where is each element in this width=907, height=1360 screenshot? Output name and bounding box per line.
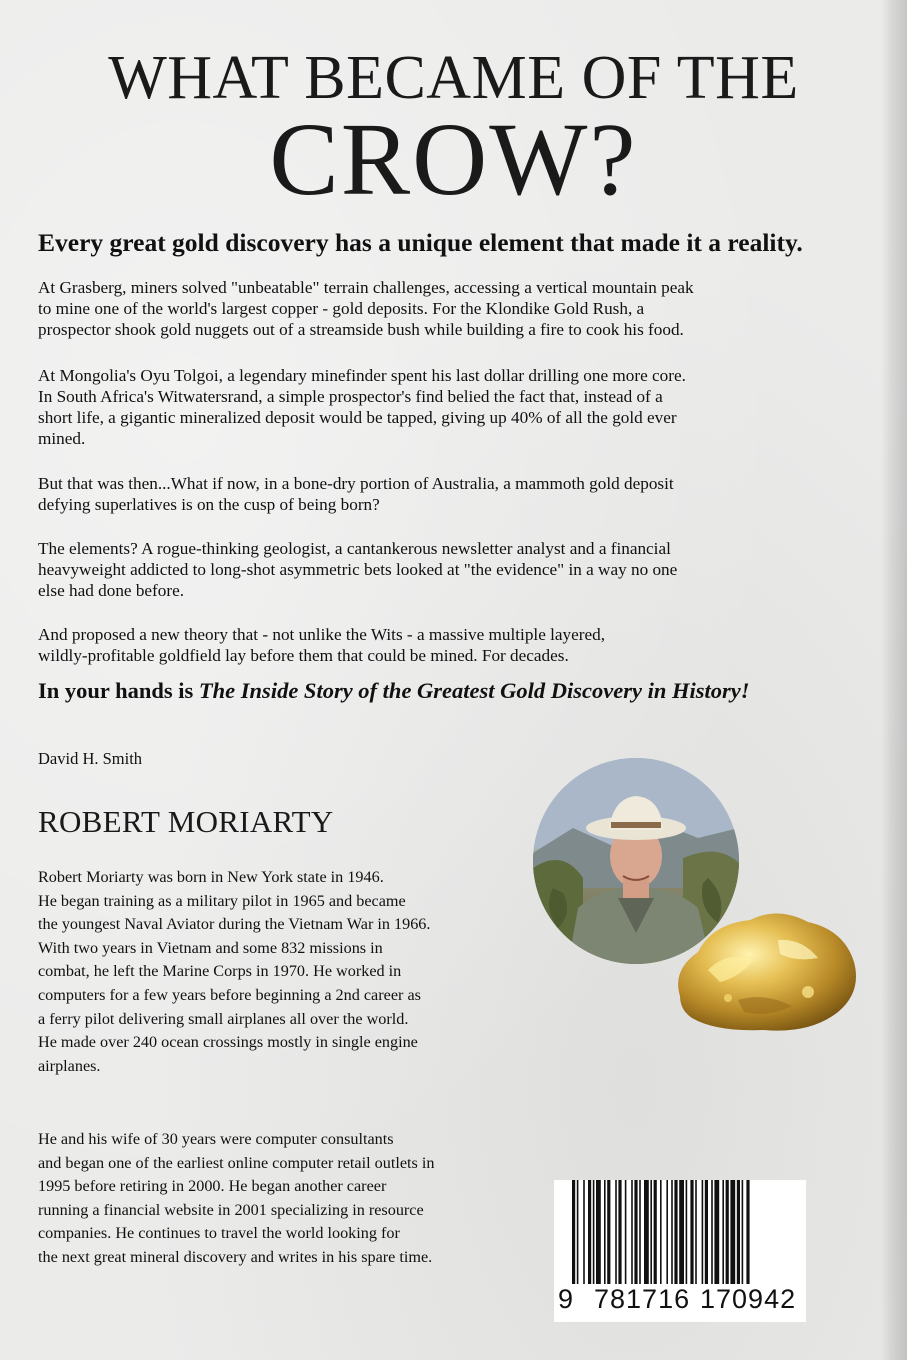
barcode-bar: [695, 1180, 697, 1284]
text-line: heavyweight addicted to long-shot asymmetric bets looked at "the evidence" in a way no one: [38, 560, 678, 579]
text-line: the next great mineral discovery and writes in his spare time.: [38, 1247, 433, 1266]
gold-nugget-image: [668, 900, 862, 1040]
blurb-paragraph-5: [38, 624, 828, 666]
author-heading: ROBERT MORIARTY: [38, 804, 334, 839]
text-line: computers for a few years before beginning a 2nd career as: [38, 985, 421, 1004]
text-line: He made over 240 ocean crossings mostly in single engine: [38, 1033, 418, 1052]
text-line: to mine one of the world's largest copper - gold deposits. For the Klondike Gold Rush, a: [38, 299, 645, 318]
title-line-1: WHAT BECAME OF THE: [108, 44, 799, 112]
text-line: He and his wife of 30 years were computer consultants: [38, 1130, 394, 1148]
tagline: Every great gold discovery has a unique element that made it a reality.: [38, 228, 803, 257]
text-line: But that was then...What if now, in a bone-dry portion of Australia, a mammoth gold deposit: [38, 474, 674, 493]
text-line: companies. He continues to travel the world looking for: [38, 1224, 400, 1243]
text-line: 1995 before retiring in 2000. He began another career: [38, 1177, 387, 1196]
closing-prefix: In your hands is: [38, 678, 199, 703]
text-line: With two years in Vietnam and some 832 missions in: [38, 938, 383, 957]
closing-statement: [38, 680, 798, 702]
text-line: else had done before.: [38, 581, 185, 600]
closing-book-title: The Inside Story of the Greatest Gold Discovery in History!: [198, 678, 750, 703]
text-line: running a financial website in 2001 specializing in resource: [38, 1200, 424, 1219]
barcode-bar: [583, 1180, 585, 1284]
text-line: defying superlatives is on the cusp of being born?: [38, 495, 380, 514]
barcode-digits: [554, 1284, 806, 1320]
barcode-bar: [639, 1180, 641, 1284]
text-line: a ferry pilot delivering small airplanes all over the world.: [38, 1009, 409, 1028]
barcode-bar: [722, 1180, 724, 1284]
barcode-bar: [737, 1180, 740, 1284]
text-line: At Mongolia's Oyu Tolgoi, a legendary minefinder spent his last dollar drilling one more core.: [38, 366, 686, 385]
barcode-bar: [711, 1180, 713, 1284]
text-line: airplanes.: [38, 1056, 101, 1075]
barcode-bars: [554, 1180, 806, 1284]
barcode-bar: [572, 1180, 575, 1284]
text-line: Robert Moriarty was born in New York state in 1946.: [38, 868, 384, 886]
text-line: the youngest Naval Aviator during the Vietnam War in 1966.: [38, 915, 431, 934]
barcode-bar: [705, 1180, 708, 1284]
barcode-bar: [690, 1180, 693, 1284]
barcode-bar: [644, 1180, 649, 1284]
barcode-bar: [618, 1180, 621, 1284]
blurb-paragraph-2: [38, 365, 828, 449]
barcode-bar: [593, 1180, 595, 1284]
barcode-bar: [746, 1180, 749, 1284]
barcode-bar: [625, 1180, 627, 1284]
blurb-paragraph-3: [38, 473, 828, 515]
barcode-bar: [666, 1180, 668, 1284]
text-line: and began one of the earliest online computer retail outlets in: [38, 1153, 435, 1172]
barcode-bar: [604, 1180, 606, 1284]
text-line: short life, a gigantic mineralized deposit would be tapped, giving up 40% of all the gold ever: [38, 408, 677, 427]
barcode-bar: [742, 1180, 744, 1284]
barcode-group-2: 170942: [700, 1284, 797, 1314]
signature: David H. Smith: [38, 749, 143, 768]
barcode-bar: [650, 1180, 652, 1284]
text-line: The elements? A rogue-thinking geologist, a cantankerous newsletter analyst and a financial: [38, 539, 671, 558]
barcode-bar: [671, 1180, 673, 1284]
text-line: He began training as a military pilot in 1965 and became: [38, 891, 406, 910]
barcode-bar: [577, 1180, 579, 1284]
barcode-group-1: 781716: [594, 1284, 691, 1314]
text-line: combat, he left the Marine Corps in 1970. He worked in: [38, 962, 402, 981]
barcode-bar: [660, 1180, 662, 1284]
bio-paragraph-1: [38, 866, 538, 1078]
blurb-paragraph-1: [38, 277, 828, 340]
barcode-bar: [588, 1180, 591, 1284]
barcode-digit-first: 9: [558, 1284, 574, 1314]
bio-paragraph-2: [38, 1128, 538, 1270]
barcode-bar: [596, 1180, 601, 1284]
barcode-bar: [702, 1180, 704, 1284]
text-line: At Grasberg, miners solved "unbeatable" terrain challenges, accessing a vertical mountain peak: [38, 278, 694, 297]
barcode-bar: [730, 1180, 735, 1284]
title-line-2: CROW?: [269, 102, 638, 217]
barcode-bar: [634, 1180, 637, 1284]
barcode-bar: [631, 1180, 633, 1284]
barcode-bar: [679, 1180, 684, 1284]
barcode-bar: [654, 1180, 657, 1284]
text-line: mined.: [38, 429, 86, 448]
barcode-bar: [686, 1180, 688, 1284]
text-line: wildly-profitable goldfield lay before them that could be mined. For decades.: [38, 646, 569, 665]
barcode-bar: [607, 1180, 610, 1284]
barcode-bar: [714, 1180, 719, 1284]
blurb-paragraph-4: [38, 538, 828, 601]
barcode-bar: [674, 1180, 677, 1284]
barcode-bar: [615, 1180, 617, 1284]
text-line: And proposed a new theory that - not unlike the Wits - a massive multiple layered,: [38, 625, 605, 644]
barcode-bar: [726, 1180, 729, 1284]
text-line: In South Africa's Witwatersrand, a simple prospector's find belied the fact that, instead of a: [38, 387, 663, 406]
isbn-barcode: [554, 1180, 806, 1322]
text-line: prospector shook gold nuggets out of a streamside bush while building a fire to cook his food.: [38, 320, 684, 339]
